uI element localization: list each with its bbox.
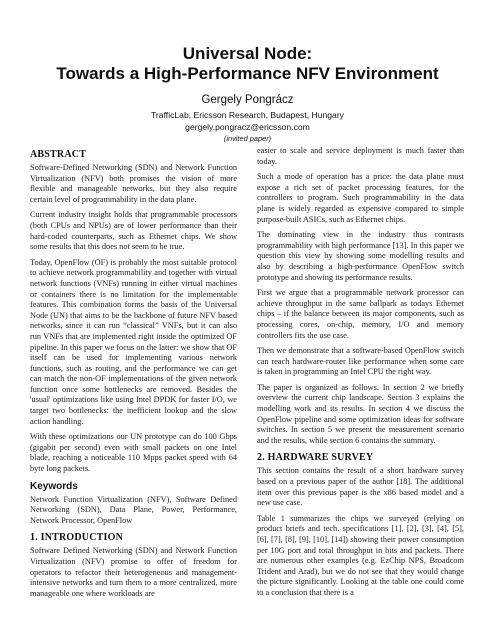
hardware-survey-paragraph: This section contains the result of a short hardware survey based on a previous paper of the author [18]. The additional item over this previous paper is the x86 based model and a new use case. [257, 466, 464, 508]
left-column [30, 146, 237, 604]
paper-title-line-1: Universal Node: [182, 44, 313, 63]
body-paragraph: Then we demonstrate that a software-based OpenFlow switch can reach hardware-router like performance when some care is taken in programming an Intel CPU the right way. [257, 346, 464, 377]
abstract-paragraph: Current industry insight holds that programmable processors (both CPUs and NPUs) are of lower performance than their hard-coded counterparts, such as Ethernet chips. We show some results that this does not seem to be true. [30, 210, 237, 252]
keywords-heading: Keywords [30, 480, 78, 492]
abstract-heading: ABSTRACT [30, 149, 87, 160]
body-paragraph: The dominating view in the industry thus contrasts programmability with high performance [13]. In this paper we question this view by showing some modelling results and also by describing a high-performance OpenFlow switch prototype and showing its performance results. [257, 230, 464, 282]
hardware-survey-heading: 2. HARDWARE SURVEY [257, 452, 374, 464]
abstract-paragraph: With these optimizations our UN prototype can do 100 Gbps (gigabit per second) even with small packets on one Intel blade, reaching a noticeable 110 Mpps packet speed with 64 byte long packets. [30, 432, 237, 474]
body-paragraph: First we argue that a programmable network processor can achieve throughput in the same ballpark as todays Ethernet chips – if the balance between its major components, such as processing cores, on-chip, memory, I/O and memory controllers fits the use case. [257, 288, 464, 340]
body-paragraph: Such a mode of operation has a price: the data plane must expose a rich set of packet processing features, for the controllers to program. Such programmability in the data plane is widely regarded as expensive compared to simple purpose-built ASICs, such as Ethernet chips. [257, 172, 464, 224]
keywords-text: Network Function Virtualization (NFV), Software Defined Networking (SDN), Data Plane, Power, Performance, Network Processor, OpenFlow [30, 494, 237, 525]
hardware-survey-paragraph: Table 1 summarizes the chips we surveyed (relying on product briefs and tech. specifications [1], [2], [3], [4], [5], [6], [7], [8], [9], [10], [14]) showing their power consumption per 10G port and total throughput in bits and packets. There are numerous other examples (e.g. EzChip NPS, Broadcom Trident and Arad), but we do not see that they would change the picture significantly. Looking at the table one could come to a conclusion that there is a [257, 513, 464, 597]
introduction-paragraph: Software Defined Networking (SDN) and Network Function Virtualization (NFV) promise to offer of freedom for operators to refactor their heterogeneous and management-intensive networks and turn them to a more centralized, more manageable one where workloads are [30, 546, 237, 598]
body-paragraph: easier to scale and service deployment is much faster than today. [257, 146, 464, 166]
paper-title-line-2: Towards a High-Performance NFV Environment [56, 64, 439, 83]
invited-paper-note: (invited paper) [223, 134, 272, 143]
abstract-paragraph: Today, OpenFlow (OF) is probably the most suitable protocol to achieve network programmability and together with virtual network functions (VNFs) running in either virtual machines or containers there is no limitation for the implementable features. This combination forms the basis of the Universal Node (UN) that aims to be the backbone of future NFV based networks, since it can run “classical” VNFs, but it can also run VNFs that are implemented right inside the optimized OF pipeline. In this paper we focus on the latter: we show that OF itself can be used for implementing various network functions, such as routing, and the performance we can get can match the non-OF implementations of the given network function once some bottlenecks are removed. Besides the 'usual' optimizations like using Intel DPDK for faster I/O, we target two bottlenecks: the inefficient lookup and the slow action handling. [30, 257, 237, 426]
introduction-heading: 1. INTRODUCTION [30, 532, 124, 544]
abstract-paragraph: Software-Defined Networking (SDN) and Network Function Virtualization (NFV) both promises the vision of more flexible and manageable networks, but they also require certain level of programmability in the data plane. [30, 163, 237, 204]
right-column [257, 146, 464, 604]
author-name: Gergely Pongrácz [201, 94, 294, 106]
author-email: gergely.pongracz@ericsson.com [185, 122, 310, 132]
body-paragraph: The paper is organized as follows. In section 2 we briefly overview the current chip landscape. Section 3 explains the modelling work and its results. In section 4 we discuss the OpenFlow pipeline and some optimization ideas for software switches. In section 5 we present the measurement scenario and the results, while section 6 contains the summary. [257, 382, 464, 445]
author-affiliation: TrafficLab, Ericsson Research, Budapest, Hungary [151, 110, 344, 120]
